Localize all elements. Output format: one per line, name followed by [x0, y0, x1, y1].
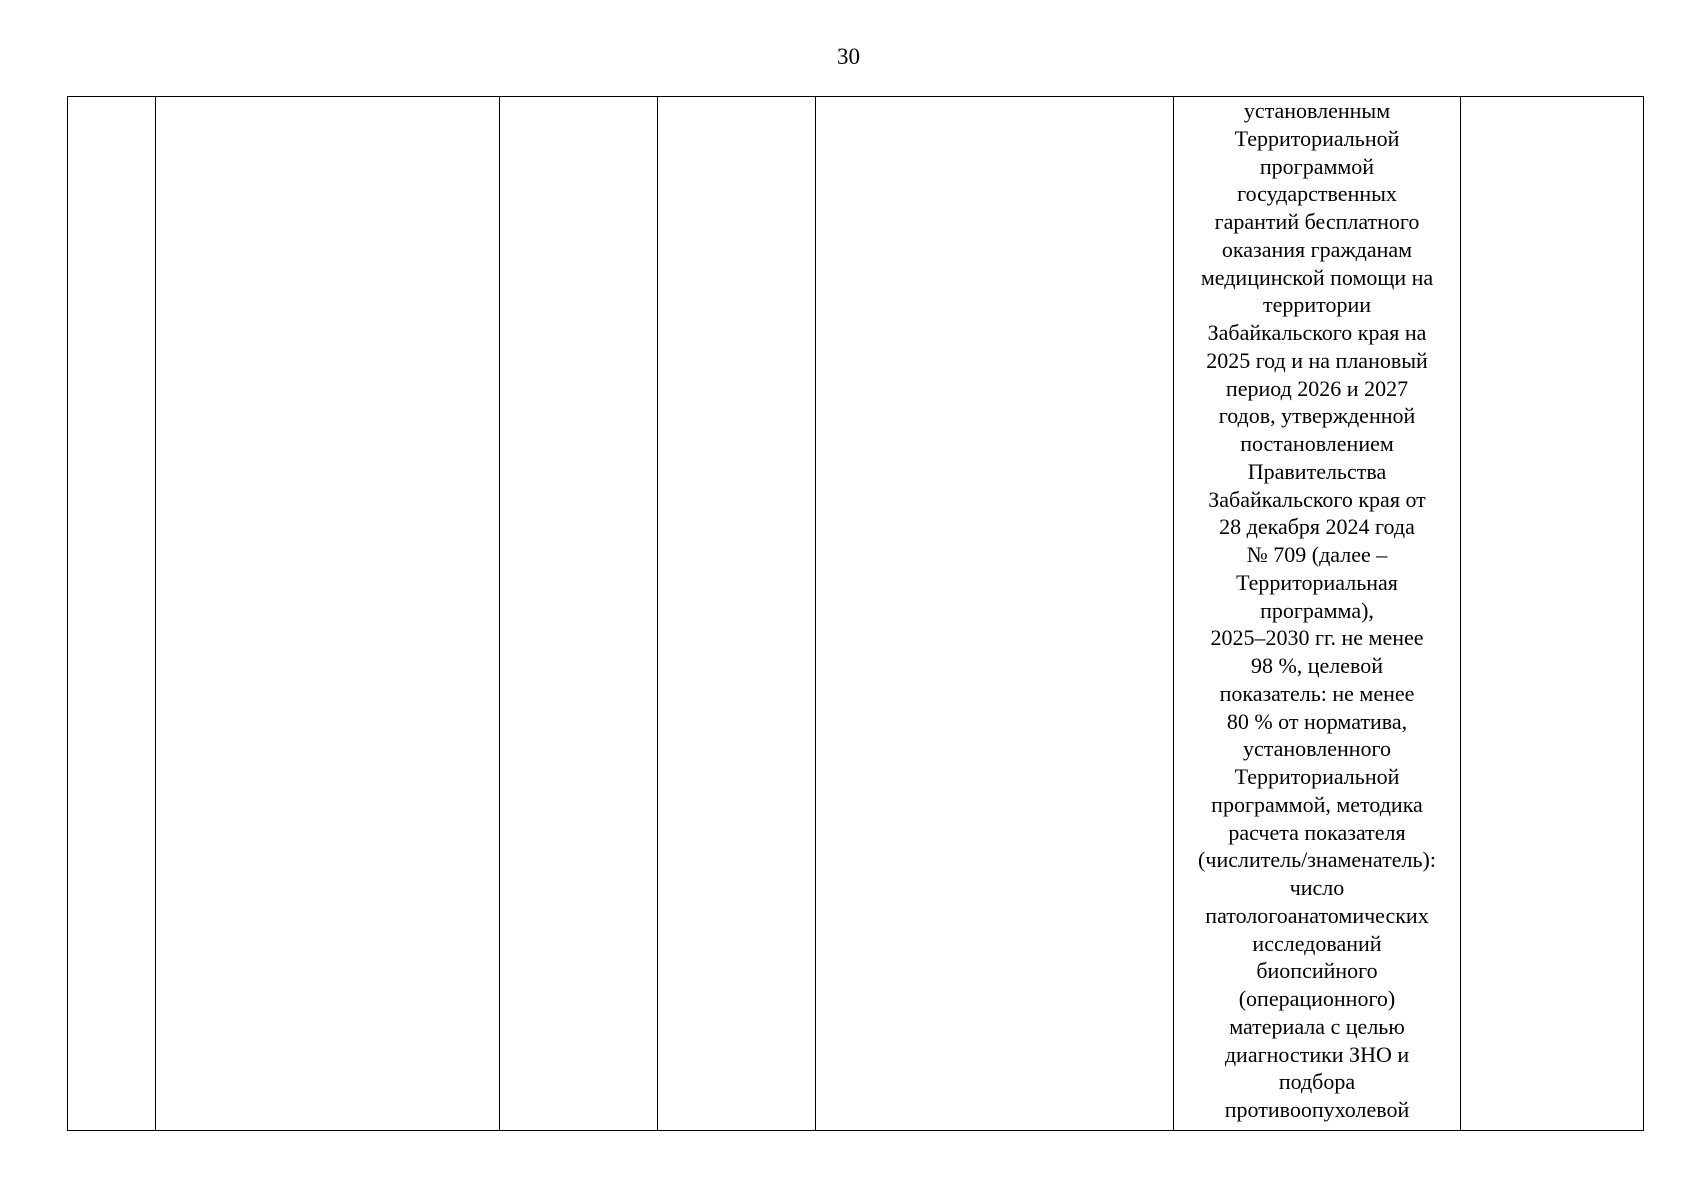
cell-text-line: программой, методика [1211, 791, 1423, 817]
cell-text-line: патологоанатомических [1205, 902, 1429, 928]
cell-text-line: (операционного) [1238, 986, 1396, 1011]
cell-text-line: программа), [1260, 597, 1374, 623]
table-cell-col1 [68, 97, 156, 1131]
cell-text-line: 28 декабря 2024 года [1219, 514, 1415, 540]
cell-text-line: программой [1259, 153, 1375, 179]
cell-text-line: Территориальная [1236, 569, 1398, 595]
cell-text-line: 80 % от норматива, [1226, 708, 1408, 734]
table-row [68, 97, 1644, 1131]
document-table [67, 96, 1644, 1131]
cell-text-line: исследований [1252, 930, 1382, 956]
cell-text-line: расчета показателя [1228, 819, 1406, 845]
cell-text-line: период 2026 и 2027 [1225, 375, 1409, 401]
cell-text-line: установленного [1242, 736, 1392, 762]
cell-text-line: показатель: не менее [1219, 680, 1415, 706]
cell-text-line: оказания гражданам [1221, 236, 1413, 262]
cell-text-line: Забайкальского края от [1208, 486, 1426, 512]
cell-text-line: материала с целью [1229, 1013, 1405, 1039]
cell-text-line: подбора [1278, 1069, 1356, 1095]
cell-text-line: противоопухолевой [1224, 1097, 1410, 1122]
cell-text-line: Забайкальского края на [1207, 320, 1427, 345]
cell-text-line: 2025–2030 гг. не менее [1210, 625, 1424, 651]
table-cell-col7 [1461, 97, 1644, 1131]
table-cell-col5 [816, 97, 1174, 1131]
cell-text-line: (числитель/знаменатель): [1198, 847, 1436, 873]
cell-text-line: № 709 (далее – [1246, 542, 1388, 567]
cell-text-line: государственных [1237, 181, 1397, 207]
cell-text-line: биопсийного [1256, 958, 1378, 984]
cell-text-line: Правительства [1247, 458, 1387, 484]
table-cell-col2 [156, 97, 500, 1131]
cell-text-line: Территориальной [1234, 764, 1400, 789]
cell-text-line: диагностики ЗНО и [1224, 1041, 1410, 1067]
cell-text-line: гарантий бесплатного [1214, 209, 1420, 234]
table-cell-col6-indicator-text [1174, 97, 1461, 1131]
cell-text-line: Территориальной [1234, 125, 1400, 151]
cell-text-line: медицинской помощи на [1200, 264, 1434, 290]
cell-text-line: территории [1262, 292, 1372, 318]
cell-text-line: число [1289, 875, 1345, 900]
cell-text-line: годов, утвержденной [1218, 403, 1416, 429]
cell-text-line: установленным [1243, 98, 1391, 123]
table-cell-col3 [500, 97, 658, 1131]
cell-text-line: постановлением [1240, 431, 1394, 456]
cell-text-line: 98 %, целевой [1250, 653, 1384, 678]
page-number: 30 [837, 44, 860, 69]
cell-text-line: 2025 год и на плановый [1206, 347, 1428, 373]
table-cell-col4 [658, 97, 816, 1131]
